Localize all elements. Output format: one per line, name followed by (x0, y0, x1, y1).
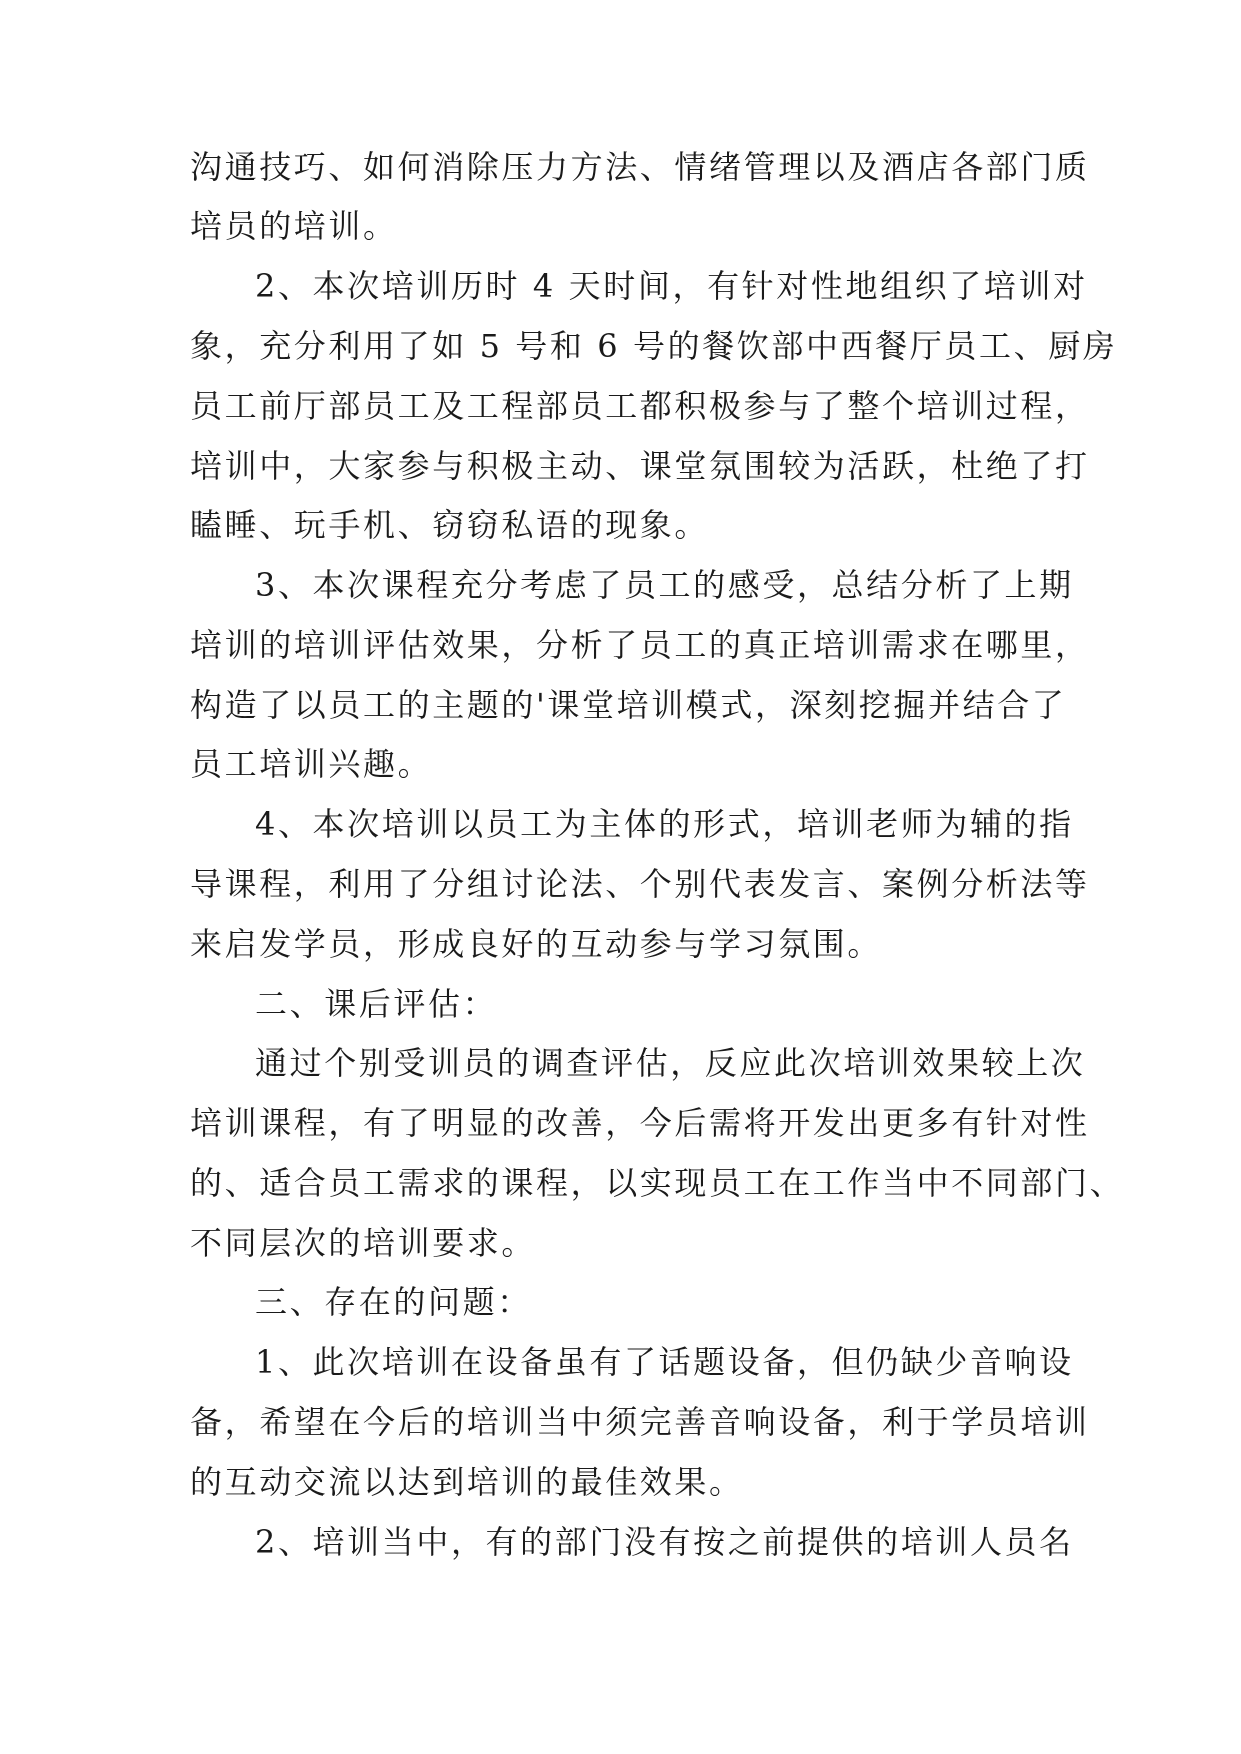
text-line: 3、本次课程充分考虑了员工的感受，总结分析了上期 (255, 566, 1074, 604)
section-heading: 三、存在的问题： (255, 1283, 532, 1321)
text-line: 导课程，利用了分组讨论法、个别代表发言、案例分析法等 (190, 865, 1090, 903)
text-line: 的、适合员工需求的课程，以实现员工在工作当中不同部门、 (190, 1164, 1125, 1202)
text-line: 象，充分利用了如 5 号和 6 号的餐饮部中西餐厅员工、厨房 (190, 327, 1118, 365)
text-line: 来启发学员，形成良好的互动参与学习氛围。 (190, 925, 883, 963)
text-line: 瞌睡、玩手机、窃窃私语的现象。 (190, 506, 710, 544)
text-line: 员工前厅部员工及工程部员工都积极参与了整个培训过程， (190, 387, 1090, 425)
text-line: 培训课程，有了明显的改善，今后需将开发出更多有针对性 (190, 1104, 1090, 1142)
text-line: 通过个别受训员的调查评估，反应此次培训效果较上次 (255, 1044, 1086, 1082)
text-line: 培训中，大家参与积极主动、课堂氛围较为活跃，杜绝了打 (190, 447, 1090, 485)
text-line: 的互动交流以达到培训的最佳效果。 (190, 1463, 744, 1501)
text-line: 备，希望在今后的培训当中须完善音响设备，利于学员培训 (190, 1403, 1090, 1441)
text-line: 沟通技巧、如何消除压力方法、情绪管理以及酒店各部门质 (190, 148, 1090, 186)
text-line: 培员的培训。 (190, 207, 398, 245)
text-line: 不同层次的培训要求。 (190, 1224, 537, 1262)
section-heading: 二、课后评估： (255, 985, 498, 1023)
text-line: 4、本次培训以员工为主体的形式，培训老师为辅的指 (255, 805, 1074, 843)
text-line: 2、本次培训历时 4 天时间，有针对性地组织了培训对 (255, 267, 1088, 305)
text-line: 2、培训当中，有的部门没有按之前提供的培训人员名 (255, 1523, 1074, 1561)
text-line: 构造了以员工的主题的'课堂培训模式，深刻挖掘并结合了 (190, 686, 1067, 724)
text-line: 1、此次培训在设备虽有了话题设备，但仍缺少音响设 (255, 1343, 1074, 1381)
text-line: 员工培训兴趣。 (190, 745, 433, 783)
text-line: 培训的培训评估效果，分析了员工的真正培训需求在哪里， (190, 626, 1090, 664)
